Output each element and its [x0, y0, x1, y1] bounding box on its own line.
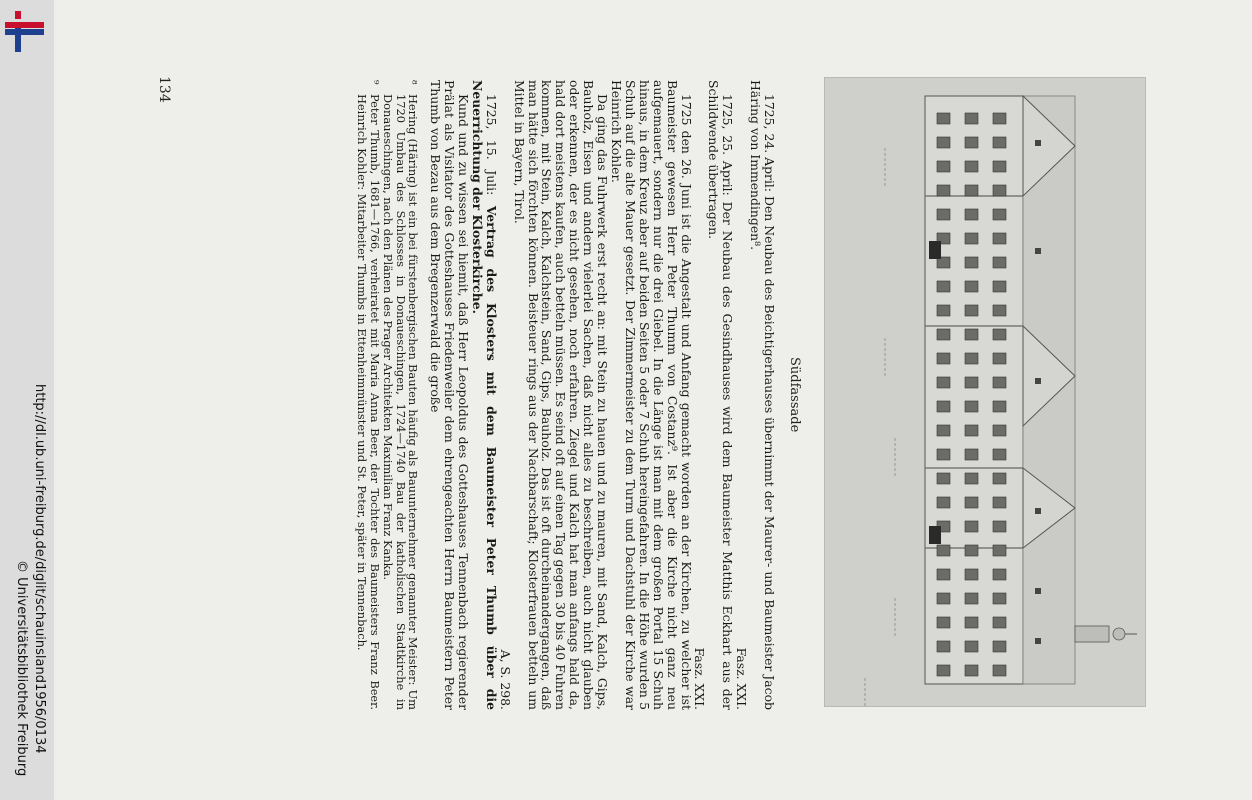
window: [965, 497, 978, 508]
window: [993, 401, 1006, 412]
dormer: [1035, 588, 1041, 594]
window: [937, 425, 950, 436]
window: [965, 209, 978, 220]
window: [965, 425, 978, 436]
window: [937, 569, 950, 580]
window: [965, 233, 978, 244]
window: [937, 185, 950, 196]
facade-drawing: [824, 77, 1146, 707]
window: [993, 281, 1006, 292]
window: [993, 257, 1006, 268]
window: [965, 377, 978, 388]
footnote: [355, 80, 381, 710]
window: [937, 449, 950, 460]
window: [965, 161, 978, 172]
window: [937, 137, 950, 148]
tower-base: [1075, 626, 1109, 642]
paragraph: [734, 80, 776, 710]
paragraph-text: Kund und zu wissen sei hiemit, daß Herr Leopoldus des Gotteshauses Tennenbach regierender Prälat als Visitator des Gotteshauses Friedenweiler dem ehrengeachten Herrn Baumeistern Peter Thumb von Bezau aus dem Bregenzerwald die große: [428, 80, 472, 710]
window: [937, 665, 950, 676]
ub-freiburg-logo-icon[interactable]: [2, 8, 44, 52]
window: [937, 161, 950, 172]
scanned-page: [54, 0, 1252, 800]
footnotes: [355, 80, 419, 710]
dormer: [1035, 378, 1041, 384]
section-heading: Vertrag des Klosters mit dem Baumeister Peter Thumb über die Neuerrichtung der Klosterkirche.: [469, 80, 499, 710]
door: [929, 526, 941, 544]
window: [937, 497, 950, 508]
window: [937, 281, 950, 292]
plate-caption: Südfassade: [787, 357, 802, 433]
window: [965, 449, 978, 460]
copyright-notice: © Universitätsbibliothek Freiburg: [14, 560, 29, 777]
window: [993, 161, 1006, 172]
window: [993, 353, 1006, 364]
footnote: [381, 80, 419, 710]
window: [993, 641, 1006, 652]
window: [993, 545, 1006, 556]
window: [965, 353, 978, 364]
window: [993, 617, 1006, 628]
dormer: [1035, 638, 1041, 644]
window: [993, 497, 1006, 508]
window: [965, 641, 978, 652]
window: [965, 593, 978, 604]
window: [965, 401, 978, 412]
window: [937, 593, 950, 604]
window: [993, 185, 1006, 196]
window: [993, 449, 1006, 460]
window: [965, 281, 978, 292]
window: [937, 617, 950, 628]
window: [965, 137, 978, 148]
window: [965, 185, 978, 196]
window: [937, 305, 950, 316]
window: [993, 305, 1006, 316]
page-number: 134: [156, 76, 172, 103]
footnote-mark: ⁸: [406, 80, 421, 85]
window: [937, 113, 950, 124]
window: [993, 209, 1006, 220]
footnote-text: Peter Thumb, 1681—1766, verheiratet mit Maria Anna Beer, der Tochter des Baumeisters Franz Beer. Heinrich Kohler: Mitarbeiter Thumbs in Ettenheimmünster und St. Peter, später in Tennenbach.: [355, 94, 382, 710]
paragraph: [470, 80, 498, 710]
viewer-gutter: [0, 0, 54, 800]
paragraph-text: 1725, 24. April: Den Neubau des Beichtigerhauses übernimmt der Maurer- und Baumeister Jacob Häring von Immendingen⁸.: [748, 80, 777, 710]
paragraph-text: 1725, 25. April: Der Neubau des Gesindhauses wird dem Baumeister Matthis Eckhart aus der Schildwende übertragen.: [706, 80, 736, 710]
paragraph-date: 1725, 15. Juli:: [483, 94, 499, 206]
window: [993, 569, 1006, 580]
paragraph-text: Da ging das Fuhrwerk erst recht an: mit Stein zu hauen und zu mauren, mit Sand, Kalch, Gips, Bauholz, Eisen und andern vielerlei Sachen, daß nicht alles zu beschreiben, auch nicht glauben oder erkennen, der es nicht gesehen, noch erfahren. Ziegel und Kalch hat man anfangs hald da, hald dort meistens kaufen, auch betteln müssen. Es seind oft auf einen Tag gegen 30 bis 40 Fuhren kommen, mit Stein, Kalch, Kalchstein, Sand, Gips, Bauholz. Das ist oft durcheinandergangen, daß man hätte sich förchten können. Beisteuer rings aus der Nachbarschaft; Klosterfrauen betteln um Mittel in Bayern, Tirol.: [511, 80, 611, 710]
dormer: [1035, 248, 1041, 254]
dormer: [1035, 140, 1041, 146]
window: [937, 641, 950, 652]
window: [993, 233, 1006, 244]
window: [965, 569, 978, 580]
window: [937, 545, 950, 556]
door: [929, 241, 941, 259]
window: [965, 257, 978, 268]
window: [993, 377, 1006, 388]
paragraph-list: [428, 80, 776, 710]
paragraph: [428, 80, 470, 710]
source-reference: Fasz. XXI.: [734, 647, 750, 710]
paragraph: [498, 80, 609, 710]
window: [993, 329, 1006, 340]
window: [937, 401, 950, 412]
window: [965, 305, 978, 316]
footnote-text: Hering (Häring) ist ein bei fürstenbergischen Bauten häufig als Bauunternehmer genannter Meister: Um 1720 Umbau des Schlosses in Donaueschingen, 1724—1740 Bau der katholischen Stadtkirche in Donaueschingen, nach den Plänen des Prager Architekten Maximilian Franz Kanka.: [380, 94, 421, 710]
tower-dome: [1113, 628, 1125, 640]
window: [965, 545, 978, 556]
window: [965, 665, 978, 676]
footnote-mark: ⁹: [367, 80, 382, 85]
window: [965, 473, 978, 484]
window: [937, 377, 950, 388]
window: [993, 521, 1006, 532]
source-reference: Fasz. XXI.: [692, 647, 708, 710]
window: [937, 329, 950, 340]
window: [937, 473, 950, 484]
window: [993, 137, 1006, 148]
window: [993, 593, 1006, 604]
body-text: [216, 80, 776, 710]
south-facade-illustration: [825, 78, 1145, 706]
window: [993, 665, 1006, 676]
window: [965, 329, 978, 340]
window: [965, 521, 978, 532]
dormer: [1035, 508, 1041, 514]
window: [965, 113, 978, 124]
document-url[interactable]: http://dl.ub.uni-freiburg.de/diglit/schauinsland1956/0134: [32, 384, 47, 754]
paragraph: [693, 80, 735, 710]
window: [965, 617, 978, 628]
paragraph: [609, 80, 692, 710]
window: [937, 209, 950, 220]
window: [993, 425, 1006, 436]
window: [993, 113, 1006, 124]
paragraph-text: 1725 den 26. Juni ist die Angestalt und Anfang gemacht worden an der Kirchen, zu welcher ist Baumeister gewesen Herr Peter Thumm von Costanz⁹. Ist aber die Kirche nicht ganz neu aufgemauert, sondern nur die drei Giebel. In die Länge ist man mit dem großen Portal 15 Schuh hinaus, in dem Kreuz aber auf beiden Seiten 5 oder 7 Schuh hereingefahren. In die Höhe wurden 5 Schuh auf die alte Mauer gesetzt. Der Zimmermeister zu dem Turm und Dachstuhl der Kirche war Heinrich Kohler.: [609, 80, 694, 710]
window: [993, 473, 1006, 484]
source-reference: A, S. 298.: [497, 649, 513, 710]
window: [937, 353, 950, 364]
